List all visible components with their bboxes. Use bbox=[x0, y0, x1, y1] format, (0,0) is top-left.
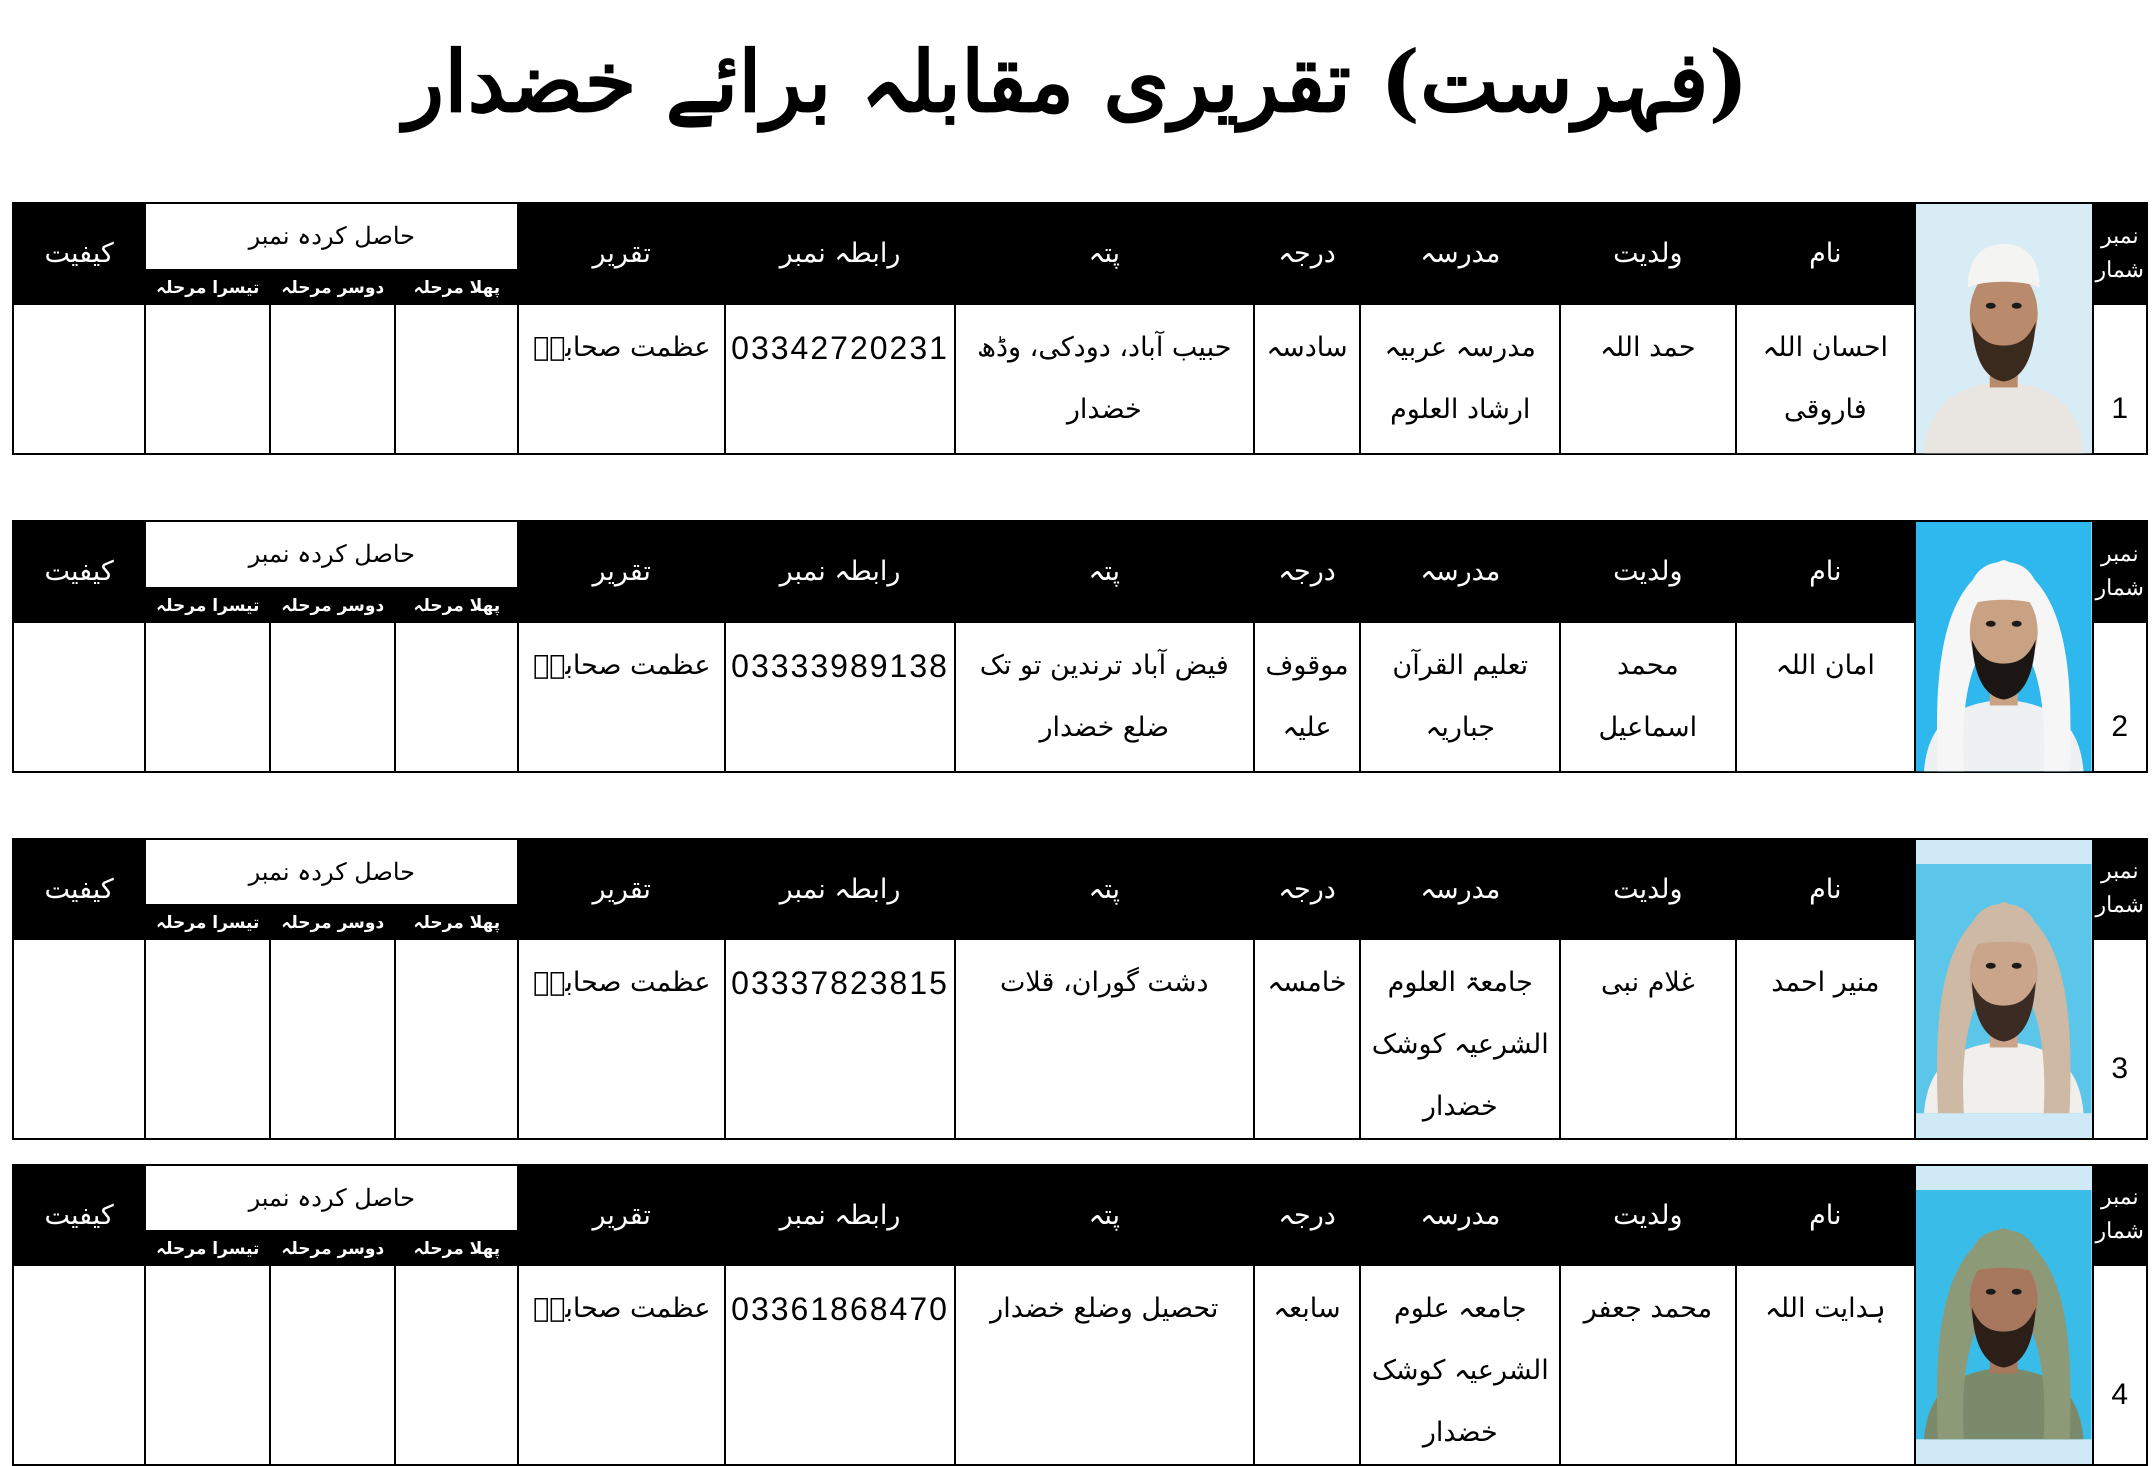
stage2-marks-cell bbox=[270, 304, 395, 454]
stage2-marks-cell bbox=[270, 1265, 395, 1465]
grade-header: درجہ bbox=[1254, 521, 1361, 622]
stage1-marks-cell bbox=[395, 622, 518, 772]
stage1-marks-cell bbox=[395, 1265, 518, 1465]
speech-header: تقریر bbox=[518, 1165, 725, 1265]
stage3-marks-cell bbox=[145, 304, 270, 454]
stage3-marks-cell bbox=[145, 939, 270, 1139]
stage1-marks-cell bbox=[395, 304, 518, 454]
stage1-header: پھلا مرحلہ bbox=[395, 270, 518, 304]
madrasa-header: مدرسہ bbox=[1360, 839, 1560, 939]
serial-cell: 2 bbox=[2093, 622, 2147, 772]
address-cell: حبیب آباد، دودکی، وڈھ خضدار bbox=[955, 304, 1254, 454]
speech-cell: عظمت صحابہؓ bbox=[518, 304, 725, 454]
speech-cell: عظمت صحابہؓ bbox=[518, 622, 725, 772]
stage2-marks-cell bbox=[270, 622, 395, 772]
serial-header: نمبر شمار bbox=[2093, 839, 2147, 939]
photo-cell bbox=[1915, 521, 2092, 772]
speech-header: تقریر bbox=[518, 839, 725, 939]
name-cell: امان اللہ bbox=[1736, 622, 1916, 772]
serial-header: نمبر شمار bbox=[2093, 203, 2147, 304]
grade-cell: سادسہ bbox=[1254, 304, 1361, 454]
serial-cell: 1 bbox=[2093, 304, 2147, 454]
address-header: پتہ bbox=[955, 839, 1254, 939]
marks-obtained-header: حاصل کردہ نمبر bbox=[145, 1165, 518, 1231]
name-cell: ہدایت اللہ bbox=[1736, 1265, 1916, 1465]
photo-cell bbox=[1915, 1165, 2092, 1465]
person-photo bbox=[1916, 522, 2091, 771]
parentage-cell: محمد جعفر bbox=[1560, 1265, 1735, 1465]
photo-cell bbox=[1915, 839, 2092, 1139]
stage3-header: تیسرا مرحلہ bbox=[145, 1231, 270, 1265]
stage2-header: دوسر مرحلہ bbox=[270, 588, 395, 622]
remarks-header: کیفیت bbox=[13, 521, 145, 622]
remarks-cell bbox=[13, 304, 145, 454]
marks-obtained-header: حاصل کردہ نمبر bbox=[145, 839, 518, 905]
stage2-header: دوسر مرحلہ bbox=[270, 270, 395, 304]
stage2-header: دوسر مرحلہ bbox=[270, 905, 395, 939]
speech-header: تقریر bbox=[518, 203, 725, 304]
serial-cell: 3 bbox=[2093, 939, 2147, 1139]
stage3-header: تیسرا مرحلہ bbox=[145, 588, 270, 622]
stage1-header: پھلا مرحلہ bbox=[395, 1231, 518, 1265]
parentage-cell: غلام نبی bbox=[1560, 939, 1735, 1139]
marks-obtained-header: حاصل کردہ نمبر bbox=[145, 521, 518, 588]
address-cell: دشت گوران، قلات bbox=[955, 939, 1254, 1139]
remarks-cell bbox=[13, 1265, 145, 1465]
page-title: (فہرست) تقریری مقابلہ برائے خضدار bbox=[403, 32, 1749, 131]
address-cell: فیض آباد ترندین تو تک ضلع خضدار bbox=[955, 622, 1254, 772]
name-cell: منیر احمد bbox=[1736, 939, 1916, 1139]
contact-header: رابطہ نمبر bbox=[725, 1165, 955, 1265]
speech-cell: عظمت صحابہؓ bbox=[518, 939, 725, 1139]
serial-cell: 4 bbox=[2093, 1265, 2147, 1465]
stage3-marks-cell bbox=[145, 1265, 270, 1465]
name-header: نام bbox=[1736, 1165, 1916, 1265]
grade-header: درجہ bbox=[1254, 203, 1361, 304]
serial-header: نمبر شمار bbox=[2093, 1165, 2147, 1265]
madrasa-cell: مدرسہ عربیہ ارشاد العلوم bbox=[1360, 304, 1560, 454]
address-header: پتہ bbox=[955, 1165, 1254, 1265]
record-table-2 bbox=[12, 520, 2148, 773]
serial-header: نمبر شمار bbox=[2093, 521, 2147, 622]
grade-cell: موقوف علیہ bbox=[1254, 622, 1361, 772]
address-header: پتہ bbox=[955, 203, 1254, 304]
remarks-cell bbox=[13, 939, 145, 1139]
contact-cell: 03337823815 bbox=[725, 939, 955, 1139]
marks-obtained-header: حاصل کردہ نمبر bbox=[145, 203, 518, 270]
person-photo bbox=[1916, 864, 2091, 1113]
remarks-header: کیفیت bbox=[13, 203, 145, 304]
stage3-header: تیسرا مرحلہ bbox=[145, 270, 270, 304]
record-table-3 bbox=[12, 838, 2148, 1140]
person-photo bbox=[1916, 1190, 2091, 1439]
madrasa-header: مدرسہ bbox=[1360, 203, 1560, 304]
madrasa-cell: جامعۃ العلوم الشرعیہ کوشک خضدار bbox=[1360, 939, 1560, 1139]
grade-cell: سابعہ bbox=[1254, 1265, 1361, 1465]
stage2-marks-cell bbox=[270, 939, 395, 1139]
contact-cell: 03342720231 bbox=[725, 304, 955, 454]
parentage-header: ولدیت bbox=[1560, 203, 1735, 304]
madrasa-header: مدرسہ bbox=[1360, 521, 1560, 622]
parentage-header: ولدیت bbox=[1560, 1165, 1735, 1265]
stage3-header: تیسرا مرحلہ bbox=[145, 905, 270, 939]
parentage-header: ولدیت bbox=[1560, 521, 1735, 622]
stage2-header: دوسر مرحلہ bbox=[270, 1231, 395, 1265]
stage3-marks-cell bbox=[145, 622, 270, 772]
name-cell: احسان اللہ فاروقی bbox=[1736, 304, 1916, 454]
contact-header: رابطہ نمبر bbox=[725, 839, 955, 939]
remarks-header: کیفیت bbox=[13, 839, 145, 939]
parentage-header: ولدیت bbox=[1560, 839, 1735, 939]
madrasa-header: مدرسہ bbox=[1360, 1165, 1560, 1265]
contact-cell: 03333989138 bbox=[725, 622, 955, 772]
person-photo bbox=[1916, 204, 2091, 453]
contact-header: رابطہ نمبر bbox=[725, 521, 955, 622]
speech-header: تقریر bbox=[518, 521, 725, 622]
address-cell: تحصیل وضلع خضدار bbox=[955, 1265, 1254, 1465]
grade-header: درجہ bbox=[1254, 1165, 1361, 1265]
address-header: پتہ bbox=[955, 521, 1254, 622]
speech-cell: عظمت صحابہؓ bbox=[518, 1265, 725, 1465]
record-table-1 bbox=[12, 202, 2148, 455]
name-header: نام bbox=[1736, 839, 1916, 939]
stage1-header: پھلا مرحلہ bbox=[395, 588, 518, 622]
grade-cell: خامسہ bbox=[1254, 939, 1361, 1139]
parentage-cell: حمد اللہ bbox=[1560, 304, 1735, 454]
contact-cell: 03361868470 bbox=[725, 1265, 955, 1465]
record-table-4 bbox=[12, 1164, 2148, 1466]
name-header: نام bbox=[1736, 521, 1916, 622]
grade-header: درجہ bbox=[1254, 839, 1361, 939]
madrasa-cell: جامعہ علوم الشرعیہ کوشک خضدار bbox=[1360, 1265, 1560, 1465]
madrasa-cell: تعلیم القرآن جباریہ bbox=[1360, 622, 1560, 772]
stage1-header: پھلا مرحلہ bbox=[395, 905, 518, 939]
parentage-cell: محمد اسماعیل bbox=[1560, 622, 1735, 772]
photo-cell bbox=[1915, 203, 2092, 454]
remarks-header: کیفیت bbox=[13, 1165, 145, 1265]
remarks-cell bbox=[13, 622, 145, 772]
name-header: نام bbox=[1736, 203, 1916, 304]
stage1-marks-cell bbox=[395, 939, 518, 1139]
contact-header: رابطہ نمبر bbox=[725, 203, 955, 304]
